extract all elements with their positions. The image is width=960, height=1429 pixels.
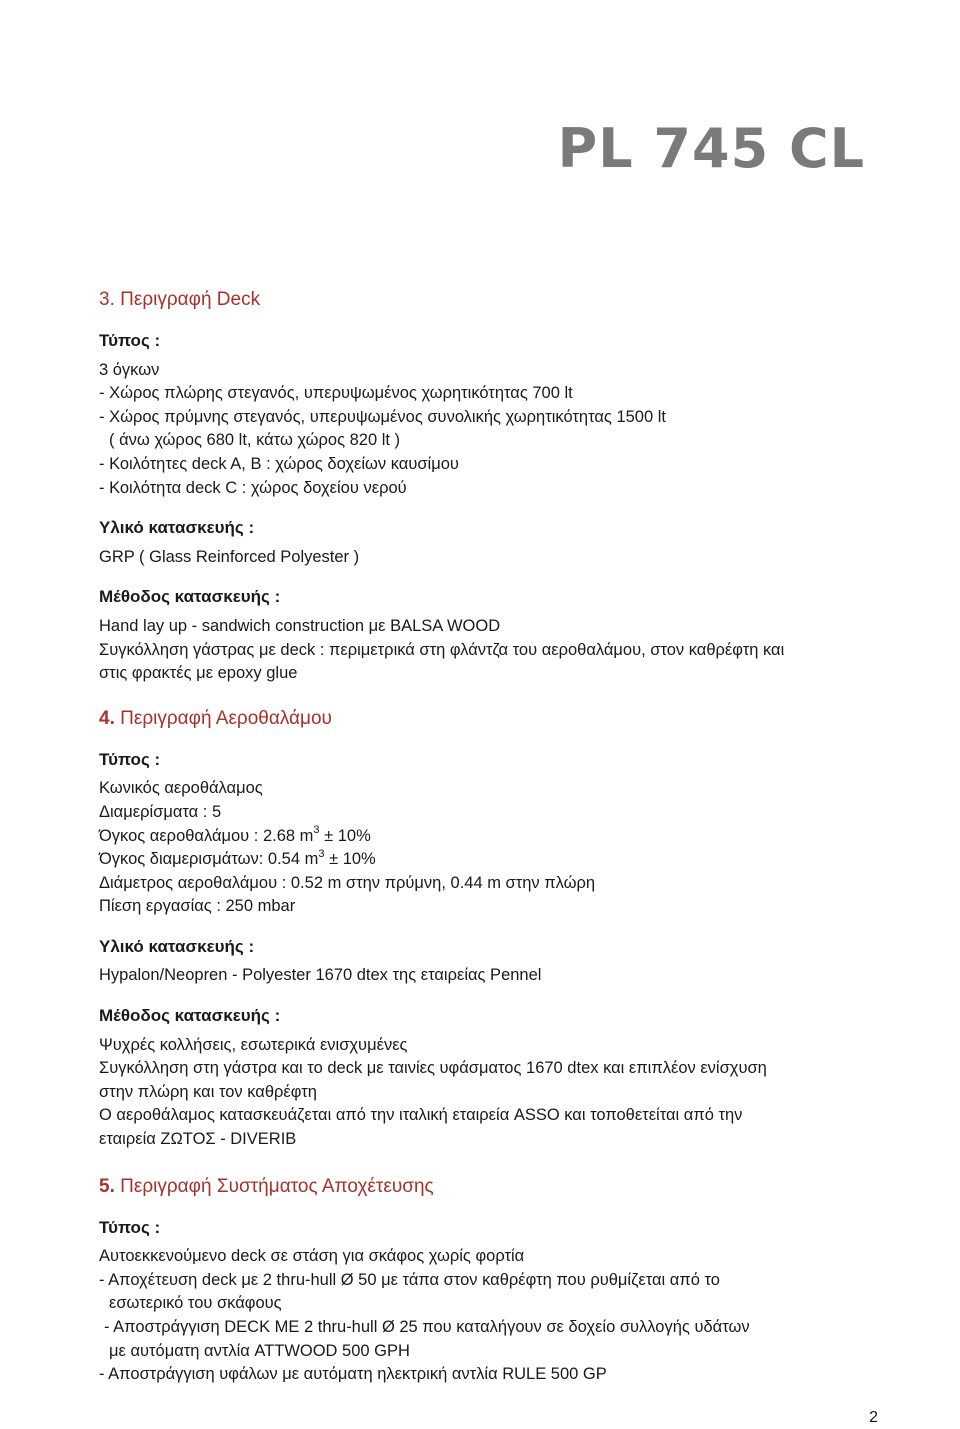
text-line: Διαμερίσματα : 5 <box>99 802 222 821</box>
text-line: Συγκόλληση στη γάστρα και το deck με ταινίες υφάσματος 1670 dtex και επιπλέον ενίσχυση <box>99 1059 767 1078</box>
section-4-method-block <box>99 1034 859 1152</box>
section-5-number: 5. <box>99 1175 115 1197</box>
section-4-type-label: Τύπος : <box>99 749 161 769</box>
text-line: εταιρεία ΖΩΤΟΣ - DIVERIB <box>99 1130 297 1149</box>
text-line: Ο αεροθάλαμος κατασκευάζεται από την ιταλική εταιρεία ASSO και τοποθετείται από την <box>99 1106 743 1125</box>
text-line <box>99 848 859 872</box>
text-line: Κωνικός αεροθάλαμος <box>99 779 263 798</box>
text-line: εσωτερικό του σκάφους <box>109 1294 282 1313</box>
section-3-type-label: Τύπος : <box>99 331 161 350</box>
text-line: - Χώρος πρύμνης στεγανός, υπερυψωμένος συνολικής χωρητικότητας 1500 lt <box>99 407 666 426</box>
text-line: ( άνω χώρος 680 lt, κάτω χώρος 820 lt ) <box>109 431 401 450</box>
text-fragment: Όγκος διαμερισμάτων: 0.54 m <box>99 850 319 869</box>
page-number: 2 <box>869 1409 878 1426</box>
text-line: - Αποχέτευση deck με 2 thru-hull Ø 50 με τάπα στον καθρέφτη που ρυθμίζεται από το <box>99 1270 720 1289</box>
section-4-method-label: Μέθοδος κατασκευής : <box>99 1006 281 1026</box>
section-3-heading: 3. Περιγραφή Deck <box>99 289 261 310</box>
section-3-material-block <box>99 546 859 570</box>
text-line: - Αποστράγγιση υφάλων με αυτόματη ηλεκτρική αντλία RULE 500 GP <box>99 1365 607 1384</box>
section-5-heading <box>99 1174 859 1200</box>
text-line: Ψυχρές κολλήσεις, εσωτερικά ενισχυμένες <box>99 1035 408 1054</box>
text-line: στην πλώρη και τον καθρέφτη <box>99 1082 317 1101</box>
section-4-heading <box>99 706 859 732</box>
text-line: - Κοιλότητες deck A, B : χώρος δοχείων καυσίμου <box>99 454 459 473</box>
text-line <box>99 825 859 849</box>
text-line: στις φρακτές με epoxy glue <box>99 664 298 683</box>
section-5-type-label: Τύπος : <box>99 1217 161 1237</box>
superscript: 3 <box>318 847 325 860</box>
section-5-type-block <box>99 1245 859 1387</box>
text-line: Συγκόλληση γάστρας με deck : περιμετρικά στη φλάντζα του αεροθαλάμου, στον καθρέφτη και <box>99 640 785 659</box>
text-fragment: Όγκος αεροθαλάμου : 2.68 m <box>99 826 314 845</box>
section-4-number: 4. <box>99 707 115 729</box>
document-body <box>99 287 859 1403</box>
text-line: GRP ( Glass Reinforced Polyester ) <box>99 547 360 566</box>
page-title: PL 745 CL <box>557 117 865 180</box>
text-line: Διάμετρος αεροθαλάμου : 0.52 m στην πρύμνη, 0.44 m στην πλώρη <box>99 873 596 892</box>
text-line: Hypalon/Neopren - Polyester 1670 dtex της εταιρείας Pennel <box>99 966 542 985</box>
section-4-material-label: Υλικό κατασκευής : <box>99 936 255 956</box>
section-3-method-label: Μέθοδος κατασκευής : <box>99 587 281 607</box>
section-3-type-block <box>99 359 859 501</box>
text-line: Πίεση εργασίας : 250 mbar <box>99 897 296 916</box>
section-5-title: Περιγραφή Συστήματος Αποχέτευσης <box>114 1175 434 1197</box>
text-line: - Κοιλότητα deck C : χώρος δοχείου νερού <box>99 478 407 497</box>
text-line: - Χώρος πλώρης στεγανός, υπερυψωμένος χωρητικότητας 700 lt <box>99 384 573 403</box>
text-line: 3 όγκων <box>99 360 160 379</box>
section-4-type-block <box>99 777 859 919</box>
text-line: - Αποστράγγιση DECK ME 2 thru-hull Ø 25 που καταλήγουν σε δοχείο συλλογής υδάτων <box>104 1318 750 1336</box>
section-4-title: Περιγραφή Αεροθαλάμου <box>114 707 332 729</box>
text-fragment: ± 10% <box>319 826 371 845</box>
section-3-material-label: Υλικό κατασκευής : <box>99 518 255 538</box>
text-fragment: ± 10% <box>324 850 376 869</box>
section-3-method-block <box>99 615 859 686</box>
text-line: Hand lay up - sandwich construction με BALSA WOOD <box>99 616 501 635</box>
section-4-material-block <box>99 964 859 988</box>
text-line: Αυτοεκκενούμενο deck σε στάση για σκάφος χωρίς φορτία <box>99 1247 525 1266</box>
superscript: 3 <box>313 824 320 836</box>
text-line: με αυτόματη αντλία ATTWOOD 500 GPH <box>109 1341 410 1360</box>
